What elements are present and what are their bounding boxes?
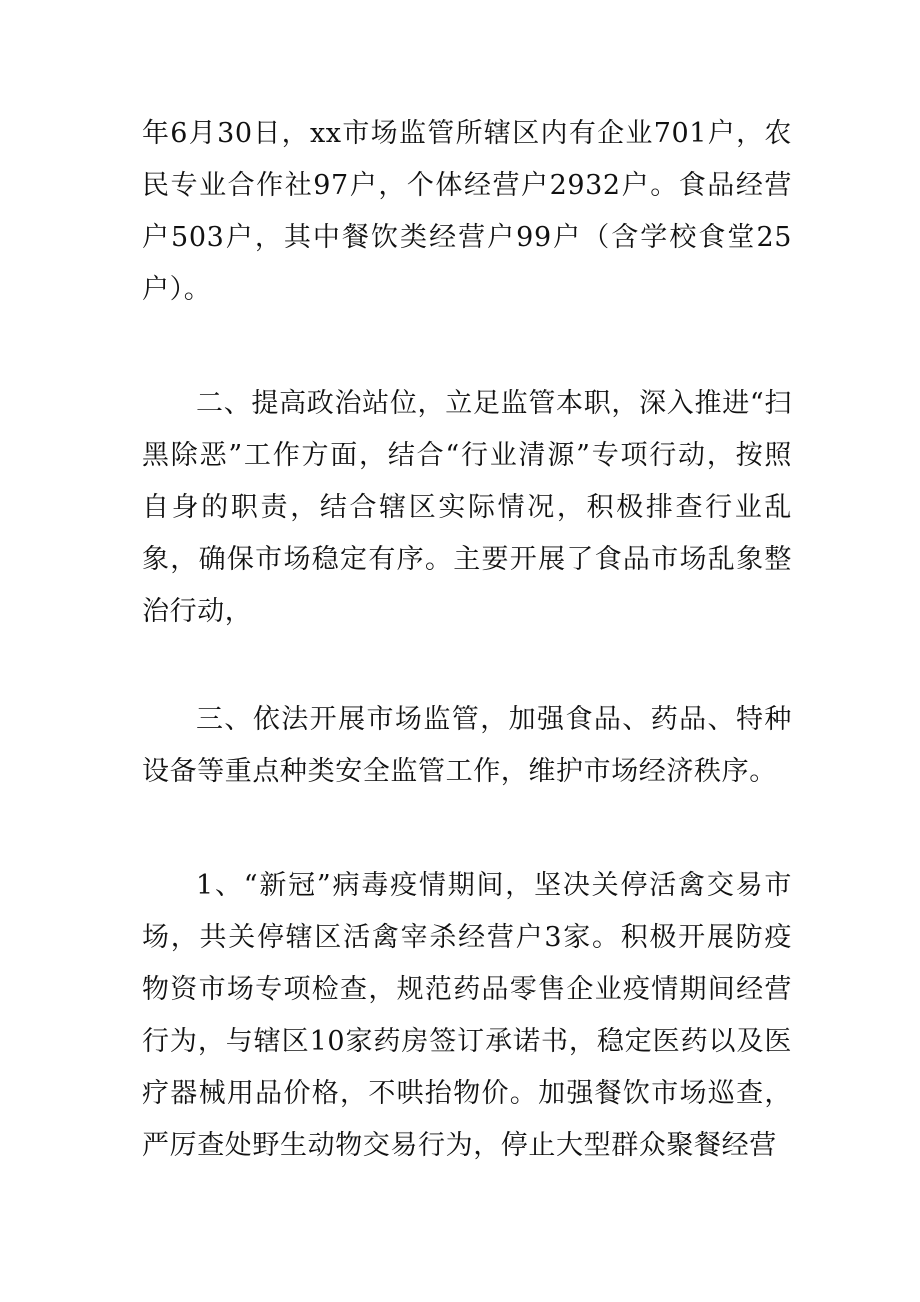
paragraph-section-two: 二、提高政治站位，立足监管本职，深入推进“扫黑除恶”工作方面，结合“行业清源”专项行动，按照自身的职责，结合辖区实际情况，积极排查行业乱象，确保市场稳定有序。主要开展了食品市场乱象整治行动，: [142, 388, 792, 627]
paragraph-item-one: 1、“新冠”病毒疫情期间，坚决关停活禽交易市场，共关停辖区活禽宰杀经营户3家。积极开展防疫物资市场专项检查，规范药品零售企业疫情期间经营行为，与辖区10家药房签订承诺书，稳定医药以及医疗器械用品价格，不哄抬物价。加强餐饮市场巡查，严厉查处野生动物交易行为，停止大型群众聚餐经营: [142, 870, 792, 1161]
paragraph-statistics: 年6月30日，xx市场监管所辖区内有企业701户，农民专业合作社97户，个体经营户2932户。食品经营户503户，其中餐饮类经营户99户（含学校食堂25户）。: [142, 118, 792, 305]
paragraph-section-three: 三、依法开展市场监管，加强食品、药品、特种设备等重点种类安全监管工作，维护市场经济秩序。: [142, 704, 792, 787]
